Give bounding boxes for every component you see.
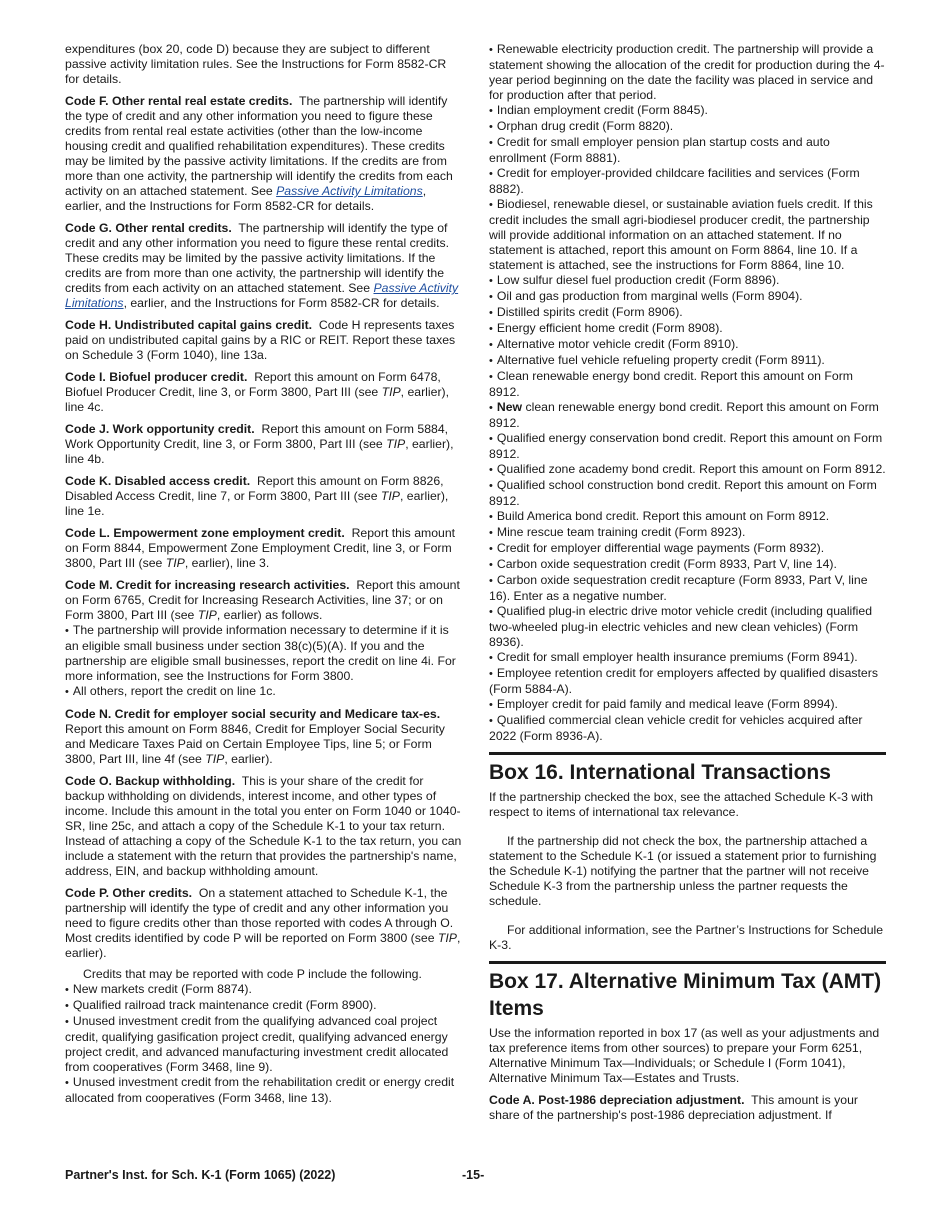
- code-g-title: Code G. Other rental credits.: [65, 221, 232, 235]
- code-p-block: [65, 886, 462, 1106]
- bullet-icon: •: [65, 1077, 69, 1089]
- bullet-icon: •: [489, 44, 493, 56]
- bullet-icon: •: [65, 1016, 69, 1028]
- list-item: • Renewable electricity production credit. The partnership will provide a statement showing the allocation of the credit for production during the 4-year period beginning on the date the facility was placed in service and for production after that period.: [489, 42, 885, 102]
- bullet-icon: •: [489, 355, 493, 367]
- bullet-icon: •: [489, 339, 493, 351]
- list-item: • Orphan drug credit (Form 8820).: [489, 119, 674, 133]
- tip-reference: TIP: [437, 931, 457, 945]
- bullet-icon: •: [489, 527, 493, 539]
- code-i-title: Code I. Biofuel producer credit.: [65, 370, 248, 384]
- code-g-paragraph: [65, 221, 462, 311]
- code-k-text: Report this amount on Form 8826, Disabled Access Credit, line 7, or Form 3800, Part III (see: [65, 474, 444, 503]
- code-h-text: Code H represents taxes paid on undistributed capital gains by a RIC or REIT. Report these taxes on Schedule 3 (Form 1040), line 13a.: [65, 318, 456, 362]
- code-o-text: This is your share of the credit for backup withholding on dividends, interest income, and other types of income. Include this amount in the total you enter on Form 1040 or 1040-SR, line 25c, and attach a copy of the Schedule K-1 to your tax return. Instead of attaching a copy of the Schedule K-1 to the tax return, you can include a statement with the return that provides the partnership's name, address, EIN, and backup withholding amount.: [65, 774, 462, 878]
- section-divider: [489, 752, 886, 755]
- list-item: • Carbon oxide sequestration credit (Form 8933, Part V, line 14).: [489, 557, 837, 571]
- code-l-text-end: , earlier), line 3.: [184, 556, 270, 570]
- code-m-block: [65, 578, 462, 700]
- code-a-text: This amount is your share of the partnership's post-1986 depreciation adjustment. If: [489, 1093, 858, 1122]
- page-number: -15-: [462, 1168, 485, 1182]
- passive-activity-link[interactable]: Passive Activity Limitations: [276, 184, 423, 198]
- code-m-text-end: , earlier) as follows.: [216, 608, 323, 622]
- list-item: • Qualified plug-in electric drive motor vehicle credit (including qualified two-wheeled plug-in electric vehicles and new clean vehicles) (Form 8936).: [489, 604, 873, 649]
- section-divider: [489, 961, 886, 964]
- bullet-icon: •: [489, 121, 493, 133]
- list-item: • Credit for small employer pension plan startup costs and auto enrollment (Form 8881).: [489, 135, 830, 165]
- bullet-icon: •: [489, 480, 493, 492]
- box-17-paragraph: Use the information reported in box 17 (as well as your adjustments and tax preference items from other sources) to prepare your Form 6251, Alternative Minimum Tax—Individuals; or Schedule I (Form 1041), Alternative Minimum Tax—Estates and Trusts.: [489, 1026, 880, 1085]
- bullet-icon: •: [489, 402, 493, 414]
- code-g-text-end: , earlier, and the Instructions for Form 8582-CR for details.: [123, 296, 440, 310]
- list-item: • Qualified commercial clean vehicle credit for vehicles acquired after 2022 (Form 8936-A).: [489, 713, 863, 743]
- new-label: New: [496, 400, 523, 414]
- tip-reference: TIP: [165, 556, 185, 570]
- list-item: • Low sulfur diesel fuel production credit (Form 8896).: [489, 273, 780, 287]
- code-p-paragraph: [65, 886, 462, 961]
- code-f-paragraph: [65, 94, 462, 214]
- bullet-icon: •: [489, 575, 493, 587]
- list-item: • Unused investment credit from the rehabilitation credit or energy credit allocated from cooperatives (Form 3468, line 13).: [65, 1075, 455, 1105]
- tip-reference: TIP: [386, 437, 406, 451]
- left-column: [65, 42, 462, 1113]
- bullet-icon: •: [489, 307, 493, 319]
- bullet-icon: •: [489, 105, 493, 117]
- list-item: • Qualified zone academy bond credit. Report this amount on Form 8912.: [489, 462, 886, 476]
- list-item: • New markets credit (Form 8874).: [65, 982, 252, 996]
- code-p-text: On a statement attached to Schedule K-1, the partnership will identify the type of credit and any other information you need to figure credits other than those reported with codes A through O. Most credits identified by code P will be reported on Form 3800 (see: [65, 886, 454, 945]
- list-item: • Alternative motor vehicle credit (Form 8910).: [489, 337, 739, 351]
- code-l-text: Report this amount on Form 8844, Empowerment Zone Employment Credit, line 3, or Form 3800, Part III (see: [65, 526, 456, 570]
- list-item: • Qualified energy conservation bond credit. Report this amount on Form 8912.: [489, 431, 883, 461]
- bullet-icon: •: [489, 715, 493, 727]
- list-item: • Qualified railroad track maintenance credit (Form 8900).: [65, 998, 377, 1012]
- code-i-text-end: , earlier), line 4c.: [65, 385, 450, 414]
- code-j-paragraph: [65, 422, 462, 467]
- code-h-paragraph: [65, 318, 462, 363]
- bullet-icon: •: [489, 668, 493, 680]
- bullet-icon: •: [489, 464, 493, 476]
- tip-reference: TIP: [197, 608, 217, 622]
- code-f-text-end: , earlier, and the Instructions for Form 8582-CR for details.: [65, 184, 427, 213]
- tip-reference: TIP: [380, 489, 400, 503]
- bullet-icon: •: [65, 1000, 69, 1012]
- list-item: • Unused investment credit from the qualifying advanced coal project credit, qualifying gasification project credit, qualifying advanced energy project credit, and advanced manufacturing investment credit allocated from cooperatives (Form 3468, line 9).: [65, 1014, 449, 1074]
- code-h-title: Code H. Undistributed capital gains credit.: [65, 318, 313, 332]
- box-16-paragraph: If the partnership checked the box, see the attached Schedule K-3 with respect to items of international tax relevance.: [489, 790, 874, 819]
- list-item: • Employer credit for paid family and medical leave (Form 8994).: [489, 697, 838, 711]
- list-item: • Distilled spirits credit (Form 8906).: [489, 305, 683, 319]
- footer-document-title: Partner's Inst. for Sch. K-1 (Form 1065) (2022): [65, 1168, 336, 1182]
- code-g-text: The partnership will identify the type of credit and any other information you need to figure these rental credits. These credits may be limited by the passive activity limitations. If the credits are from more than one activity, the partnership will identify the credits from each activity on an attached statement. See: [65, 221, 450, 295]
- code-n-text: Report this amount on Form 8846, Credit for Employer Social Security and Medicare Taxes Paid on Certain Employee Tips, line 5; or Form 3800, Part III, line 4f (see: [65, 722, 445, 766]
- code-p-title: Code P. Other credits.: [65, 886, 193, 900]
- list-item: • Qualified school construction bond credit. Report this amount on Form 8912.: [489, 478, 877, 508]
- list-item: • New clean renewable energy bond credit. Report this amount on Form 8912.: [489, 400, 879, 430]
- bullet-icon: •: [489, 199, 493, 211]
- code-p-credit-list: [489, 42, 886, 744]
- tip-reference: TIP: [205, 752, 225, 766]
- code-k-title: Code K. Disabled access credit.: [65, 474, 251, 488]
- bullet-icon: •: [489, 652, 493, 664]
- list-item: • Credit for small employer health insurance premiums (Form 8941).: [489, 650, 858, 664]
- code-j-text: Report this amount on Form 5884, Work Opportunity Credit, line 3, or Form 3800, Part III (see: [65, 422, 449, 451]
- code-m-paragraph: [65, 578, 462, 623]
- bullet-icon: •: [489, 275, 493, 287]
- code-p-intro: Credits that may be reported with code P include the following.: [83, 967, 422, 981]
- list-item: • Credit for employer differential wage payments (Form 8932).: [489, 541, 825, 555]
- list-item: • Clean renewable energy bond credit. Report this amount on Form 8912.: [489, 369, 853, 399]
- list-item: • Alternative fuel vehicle refueling property credit (Form 8911).: [489, 353, 825, 367]
- list-item: • Mine rescue team training credit (Form 8923).: [489, 525, 746, 539]
- passive-activity-link[interactable]: Passive Activity Limitations: [65, 281, 459, 310]
- tip-reference: TIP: [381, 385, 401, 399]
- code-a-title: Code A. Post-1986 depreciation adjustment.: [489, 1093, 745, 1107]
- bullet-icon: •: [489, 137, 493, 149]
- box-16-paragraph: If the partnership did not check the box, the partnership attached a statement to the Schedule K-1 (or issued a statement prior to furnishing the Schedule K-1) notifying the partner that the partner will not receive Schedule K-3 from the partnership unless the partner requests the schedule.: [489, 834, 877, 908]
- code-o-paragraph: [65, 774, 462, 879]
- list-item: • Energy efficient home credit (Form 8908).: [489, 321, 723, 335]
- code-l-title: Code L. Empowerment zone employment credit.: [65, 526, 345, 540]
- list-item: • Build America bond credit. Report this amount on Form 8912.: [489, 509, 830, 523]
- bullet-icon: •: [489, 559, 493, 571]
- bullet-icon: •: [489, 433, 493, 445]
- code-l-paragraph: [65, 526, 462, 571]
- list-item: • Carbon oxide sequestration credit recapture (Form 8933, Part V, line 16). Enter as a negative number.: [489, 573, 868, 603]
- code-m-title: Code M. Credit for increasing research activities.: [65, 578, 350, 592]
- code-j-title: Code J. Work opportunity credit.: [65, 422, 255, 436]
- bullet-icon: •: [489, 606, 493, 618]
- paragraph-continuation: expenditures (box 20, code D) because they are subject to different passive activity limitation rules. See the Instructions for Form 8582-CR for details.: [65, 42, 447, 86]
- code-i-paragraph: [65, 370, 462, 415]
- bullet-icon: •: [489, 371, 493, 383]
- code-n-text-end: , earlier).: [224, 752, 273, 766]
- code-m-text: Report this amount on Form 6765, Credit for Increasing Research Activities, line 37; or on Form 3800, Part III (see: [65, 578, 460, 622]
- code-k-text-end: , earlier), line 1e.: [65, 489, 449, 518]
- code-o-title: Code O. Backup withholding.: [65, 774, 236, 788]
- code-f-text: The partnership will identify the type of credit and any other information you need to figure these credits from rental real estate activities (other than the low-income housing credit and qualified rehabilitation expenditures). These credits may be limited by the passive activity limitations. If the credits are from more than one activity, the partnership will identify the credits from each activity on an attached statement. See: [65, 94, 453, 198]
- right-column: [489, 42, 886, 1123]
- bullet-icon: •: [489, 511, 493, 523]
- list-item: • Credit for employer-provided childcare facilities and services (Form 8882).: [489, 166, 860, 196]
- list-item: • Employee retention credit for employers affected by qualified disasters (Form 5884-A).: [489, 666, 878, 696]
- code-j-text-end: , earlier), line 4b.: [65, 437, 454, 466]
- code-n-paragraph: [65, 707, 462, 767]
- box-17-heading: Box 17. Alternative Minimum Tax (AMT) Items: [489, 970, 882, 1020]
- list-item: • The partnership will provide information necessary to determine if it is an eligible small business under section 38(c)(5)(A). If you and the partnership are eligible small businesses, report the credit on line 4i. For more information, see the Instructions for Form 3800.: [65, 623, 456, 683]
- code-n-title: Code N. Credit for employer social security and Medicare tax-es.: [65, 707, 441, 721]
- bullet-icon: •: [65, 686, 69, 698]
- box-16-paragraph: For additional information, see the Partner’s Instructions for Schedule K-3.: [489, 923, 884, 952]
- code-p-text-end: , earlier).: [65, 931, 461, 960]
- code-i-text: Report this amount on Form 6478, Biofuel Producer Credit, line 3, or Form 3800, Part III (see: [65, 370, 441, 399]
- list-item: • Biodiesel, renewable diesel, or sustainable aviation fuels credit. If this credit includes the small agri-biodiesel producer credit, the partnership will provide additional information on an attached statement. If no statement is attached, report this amount on Form 8864, line 10. If a statement is attached, see the instructions for Form 8864, line 10.: [489, 197, 873, 272]
- bullet-icon: •: [489, 168, 493, 180]
- list-item: • Indian employment credit (Form 8845).: [489, 103, 708, 117]
- list-item: • Oil and gas production from marginal wells (Form 8904).: [489, 289, 803, 303]
- list-item: • All others, report the credit on line 1c.: [65, 684, 276, 698]
- code-k-paragraph: [65, 474, 462, 519]
- bullet-icon: •: [65, 625, 69, 637]
- bullet-icon: •: [489, 291, 493, 303]
- box-17-code-a-paragraph: [489, 1093, 886, 1123]
- bullet-icon: •: [489, 543, 493, 555]
- box-16-heading: Box 16. International Transactions: [489, 761, 831, 784]
- bullet-icon: •: [489, 699, 493, 711]
- bullet-icon: •: [489, 323, 493, 335]
- code-f-title: Code F. Other rental real estate credits.: [65, 94, 293, 108]
- bullet-icon: •: [65, 984, 69, 996]
